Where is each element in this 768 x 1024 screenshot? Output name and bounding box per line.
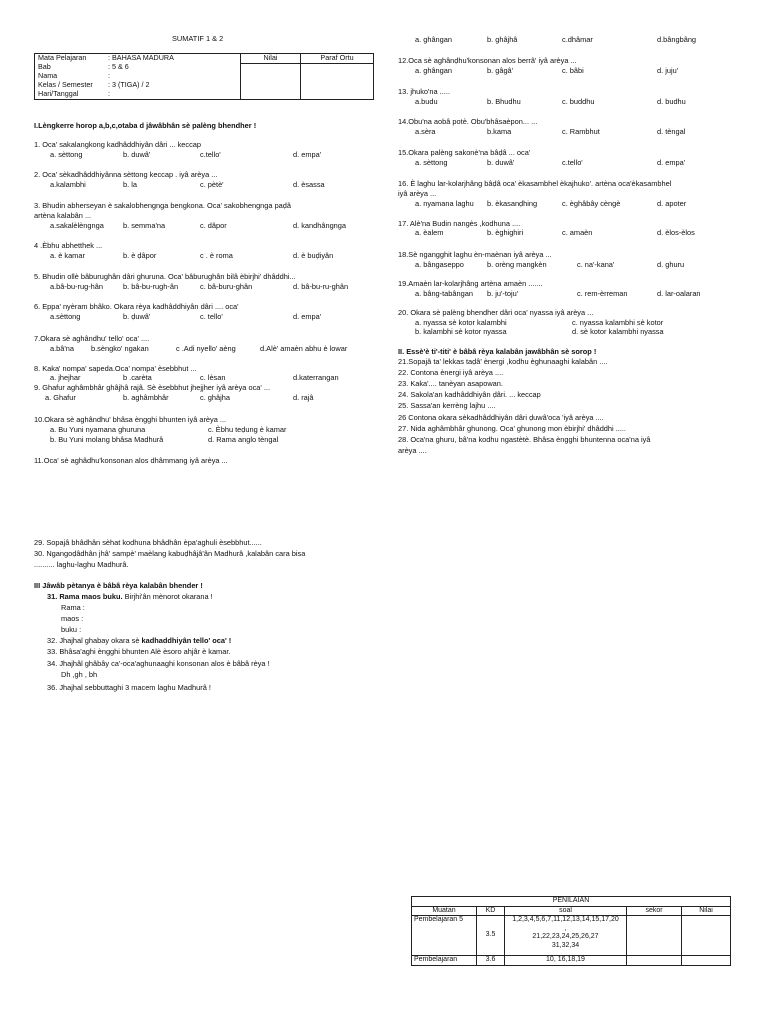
answer-line: 32. Jhajhal ghabay okara sè kadhaddhiyân tello' oca' ! (47, 636, 232, 645)
kd-cell: 3.6 (477, 956, 505, 966)
option-b[interactable]: b. duwâ' (123, 150, 151, 159)
option-c[interactable]: c. Èbhu teḍung è kamar (208, 425, 287, 434)
id-row-subject (35, 54, 241, 64)
id-value: : 5 & 6 (108, 62, 129, 72)
question-6: 6. Eppa' nyèram bhâko. Okara rèya kadhâddhiyân dâri .... oca' (34, 302, 239, 311)
muatan-cell: Pembelajaran (412, 956, 477, 966)
option-d[interactable]: d. è buḍiyân (293, 251, 334, 260)
option-c[interactable]: c. bâbi (562, 66, 584, 75)
option-d[interactable]: d. juju' (657, 66, 679, 75)
essay-line: 28. Oca'na ghuru, bâ'na kodhu ngastètè. Bhâsa èngghi bhuntenna oca'na iyâ (398, 435, 651, 444)
essay-line: 27. Nida aghâmbhâr ghunong. Oca' ghunong mon èbirjhi' dhâddhi ..... (398, 424, 626, 433)
question-16: 16. È laghu lar-kolarjhâng bâḍâ oca' èkasambhel èkajhuko'. artèna oca'èkasambhel (398, 179, 672, 188)
soal-line: , (564, 924, 567, 932)
id-value: : (108, 89, 110, 99)
soal-line: 21,22,23,24,25,26,27 (532, 933, 599, 941)
option-a[interactable]: a. bângaseppo (415, 260, 464, 269)
option-c[interactable]: c.tello' (562, 158, 583, 167)
question-2: 2. Oca' sèkadhâddhiyânna sèttong keccap . iyâ arèya ... (34, 170, 218, 179)
nilai-box[interactable] (241, 63, 301, 99)
section2-heading: II. Essè'è ti'-titi' è bâbâ rèya kalabân jawâbhân sè sorop ! (398, 347, 597, 356)
option-d[interactable]: d. empa' (657, 158, 686, 167)
soal-line: 31,32,34 (551, 941, 580, 949)
question-11: 11.Oca' sè aghâdhu'konsonan alos dhâmmang iyâ arèya ... (34, 456, 228, 465)
col-header: KD (477, 906, 505, 916)
answer-line: 31. Rama maos buku. Birjhi'ân mènorot okarana ! (47, 592, 213, 601)
essay-line: 29. Sopajâ bhâdhân sèhat kodhuna bhâdhân èpa'aghuli èsebbhut...... (34, 538, 262, 547)
id-row-bab (35, 63, 241, 72)
question-19: 19.Amaèn lar-kolarjhâng artèna amaèn ....... (398, 279, 543, 288)
soal-line: 1,2,3,4,5,6,7,11,12,13,14,15,17,20 (512, 916, 619, 924)
option-a[interactable]: a.bâ-bu-rug-hân (50, 282, 104, 291)
soal-cell: 10, 16,18,19 (505, 956, 627, 966)
option-b[interactable]: b. ḍuwâ' (123, 312, 151, 321)
id-value: : 3 (TIGA) / 2 (108, 80, 150, 90)
option-b[interactable]: b.sèngko' ngakan (91, 344, 149, 353)
id-label: Mata Pelajaran (38, 53, 87, 62)
option-c[interactable]: c. bâ-buru-ghân (200, 282, 253, 291)
option-d[interactable]: d. rajâ (293, 393, 314, 402)
soal-cell (505, 916, 627, 956)
id-label: Bab (38, 62, 51, 72)
paraf-box[interactable] (301, 63, 374, 99)
option-b[interactable]: b. bâ-bu-rugh-ân (123, 282, 179, 291)
answer-line: maos : (61, 614, 84, 623)
option-c[interactable]: c. rem-èrreman (577, 289, 628, 298)
option-c[interactable]: c. amaèn (562, 228, 593, 237)
option-a[interactable]: a. Ghafur (45, 393, 76, 402)
answer-line: 34. Jhajhâl ghâbây ca'-oca'aghunaaghi konsonan alos è bâbâ rèya ! (47, 659, 270, 668)
option-b[interactable]: b. èghighiri (487, 228, 524, 237)
question-10: 10.Okara sè aghândhu' bhâsa èngghi bhunten iyâ arèya ... (34, 415, 227, 424)
option-c[interactable]: c. na'-kana' (577, 260, 615, 269)
col-header: Nilai (682, 906, 731, 916)
muatan-cell: Pembelajaran 5 (412, 916, 477, 956)
question-14: 14.Obu'na aobâ potè. Obu'bhâsaèpon... ... (398, 117, 538, 126)
option-b[interactable]: b. ju'-toju' (487, 289, 519, 298)
question-18: 18.Sè ngangghit laghu èn-maènan iyâ arèya ... (398, 250, 552, 259)
answer-line: Dh ,gh , bh (61, 670, 98, 679)
option-b[interactable]: b. duwâ' (487, 158, 515, 167)
question-5: 5. Bhudin ollè bâburughân dâri ghuruna. Oca' bâburughân bilâ èbirjhi' dhâddhi... (34, 272, 296, 281)
option-c[interactable]: c. èghâbây cèngè (562, 199, 621, 208)
question-8: 8. Kaka' nompa' sapeda.Oca' nompa' èsebbhut ... (34, 364, 197, 373)
essay-line: 22. Contona ènergi iyâ arèya .... (398, 368, 504, 377)
section3-heading: III Jâwâb pètanya è bâbâ rèya kalabân bhender ! (34, 581, 203, 590)
option-a[interactable]: a. sèttong (50, 150, 83, 159)
essay-line: 24. Sakola'an kadhâddhiyân ḍâri. ... keccap (398, 390, 541, 399)
option-d[interactable]: d. tèngal (657, 127, 686, 136)
option-b[interactable]: b. è ḍâpor (123, 251, 157, 260)
option-b[interactable]: b .carèta (123, 373, 152, 382)
option-d[interactable]: d. kandhângnga (293, 221, 347, 230)
option-d[interactable]: d. empa' (293, 150, 322, 159)
option-b[interactable]: b. gâgâ' (487, 66, 514, 75)
option-a[interactable]: a. jhejhar (50, 373, 81, 382)
question-20: 20. Okara sè palèng bhendher dâri oca' nyassa iyâ arèya ... (398, 308, 594, 317)
option-c[interactable]: c . è roma (200, 251, 233, 260)
option-d[interactable]: d.katerrangan (293, 373, 339, 382)
option-c[interactable]: c. dâpor (200, 221, 227, 230)
question-4: 4 .Èbhu abhetthek ... (34, 241, 103, 250)
option-d[interactable]: d. Rama anglo tèngal (208, 435, 279, 444)
option-b[interactable]: b. ghâjhâ (487, 35, 518, 44)
id-label: Hari/Tanggal (38, 89, 79, 99)
option-b[interactable]: b. kalambhi sè kotor nyassa (415, 327, 507, 336)
option-a[interactable]: a.bâ'na (50, 344, 75, 353)
id-label: Kelas / Semester (38, 80, 93, 90)
paraf-header: Paraf Ortu (301, 54, 374, 64)
answer-line: 36. Jhajhal sebbuttaghi 3 macem laghu Madhurâ ! (47, 683, 211, 692)
question-3-cont: artèna kalabân ... (34, 211, 92, 220)
sekor-cell[interactable] (627, 956, 682, 966)
option-b[interactable]: b. èkasanḍhing (487, 199, 538, 208)
option-d[interactable]: d. lar-oalaran (657, 289, 701, 298)
score-table (411, 896, 731, 966)
question-3: 3. Bhudin abherseyan è sakalobhengnga bengkona. Oca' sakobhengnga paḍâ (34, 201, 292, 210)
essay-line: 23. Kaka'.... tanèyan asapowan. (398, 379, 503, 388)
option-c[interactable]: c. lèsan (200, 373, 226, 382)
option-d[interactable]: d. budhu (657, 97, 686, 106)
identity-table (34, 53, 374, 100)
option-b[interactable]: b. aghâmbhâr (123, 393, 169, 402)
nilai-cell[interactable] (682, 916, 731, 956)
option-a[interactable]: a.budu (415, 97, 438, 106)
question-15: 15.Okara palèng sakonè'na bâḍâ ... oca' (398, 148, 531, 157)
option-c[interactable]: c.dhâmar (562, 35, 593, 44)
option-d[interactable]: d. empa' (293, 312, 322, 321)
id-value: : (108, 71, 110, 81)
option-a[interactable]: a.kalambhi (50, 180, 86, 189)
question-7: 7.Okara sè aghândhu' tello' oca' .... (34, 334, 150, 343)
answer-line: buku : (61, 625, 82, 634)
col-header: sekor (627, 906, 682, 916)
option-d[interactable]: d.Alè' amaèn abhu è lowar (260, 344, 348, 353)
option-b[interactable]: b. semma'na (123, 221, 166, 230)
option-d[interactable]: d. bâ-bu-ru-ghân (293, 282, 349, 291)
essay-line: 25. Sassa'an kerrèng lajhu .... (398, 401, 496, 410)
option-a[interactable]: a. nyassa sè kotor kalambhi (415, 318, 507, 327)
option-c[interactable]: c. Rambhut (562, 127, 600, 136)
question-1: 1. Oca' sakalangkong kadhâddhiyân dâri ... keccap (34, 140, 201, 149)
sekor-cell[interactable] (627, 916, 682, 956)
option-a[interactable]: a. ghângan (415, 35, 452, 44)
question-16-cont: iyâ arèya ... (398, 189, 437, 198)
option-b[interactable]: b. la (123, 180, 137, 189)
id-value: : BAHASA MADURA (108, 53, 174, 62)
option-d[interactable]: d.bângbâng (657, 35, 697, 44)
option-c[interactable]: c. tello' (200, 312, 223, 321)
essay-line: 26 Contona okara sèkadhâddhiyân dâri ḍuwâ'oca 'iyâ arèya .... (398, 413, 604, 422)
option-c[interactable]: c. nyassa kalambhi sè kotor (572, 318, 664, 327)
option-a[interactable]: a. bâng-tabângan (415, 289, 473, 298)
nilai-cell[interactable] (682, 956, 731, 966)
option-d[interactable]: d. ghuru (657, 260, 685, 269)
option-c[interactable]: c. ghâjha (200, 393, 230, 402)
option-a[interactable]: a. Bu Yuni nyamana ghuruna (50, 425, 146, 434)
page-title: SUMATIF 1 & 2 (172, 34, 224, 43)
question-12: 12.Oca sè aghânḍhu'konsonan alos berrâ' iyâ arèya ... (398, 56, 577, 65)
option-d[interactable]: d. apoter (657, 199, 687, 208)
id-row-tanggal (35, 90, 241, 99)
section1-heading: I.Lèngkerre horop a,b,c,otaba d jâwâbhân sè palèng bhendher ! (34, 121, 257, 130)
option-a[interactable]: a. sèttong (415, 158, 448, 167)
option-a[interactable]: a. ghângan (415, 66, 452, 75)
option-a[interactable]: a. èalem (415, 228, 444, 237)
option-b[interactable]: b. Bhudhu (487, 97, 521, 106)
option-c[interactable]: c.tello' (200, 150, 221, 159)
option-a[interactable]: a. è kamar (50, 251, 85, 260)
option-a[interactable]: a.sakalèlèngnga (50, 221, 104, 230)
option-b[interactable]: b. orèng mangkèn (487, 260, 547, 269)
id-label: Nama (38, 71, 58, 81)
option-d[interactable]: d. èlos-èlos (657, 228, 695, 237)
option-b[interactable]: b.kama (487, 127, 512, 136)
option-d[interactable]: d. èsassa (293, 180, 325, 189)
essay-line: 21.Sopajâ ta' lekkas taḍâ' ènergi ,kodhu èghunaaghi kalabân .... (398, 357, 608, 366)
option-a[interactable]: a.sèttong (50, 312, 81, 321)
option-c[interactable]: c. buddhu (562, 97, 595, 106)
answer-line: 33. Bhâsa'aghi èngghi bhunten Alè èsoro ahjâr è kamar. (47, 647, 231, 656)
option-d[interactable]: d. sè kotor kalambhi nyassa (572, 327, 664, 336)
nilai-header: Nilai (241, 54, 301, 64)
option-c[interactable]: c .Adi nyello' aèng (176, 344, 236, 353)
essay-line: 30. Ngangoḍâdhân jhâ' sampè' maèlang kabuḍhâjâ'ân Madhurâ ,kalabân cara bisa (34, 549, 306, 558)
option-b[interactable]: b. Bu Yuni molang bhâsa Madhurâ (50, 435, 164, 444)
option-a[interactable]: a.sèra (415, 127, 436, 136)
question-13: 13. jhuko'na ..... (398, 87, 450, 96)
essay-line: .......... laghu-laghu Madhurâ. (34, 560, 129, 569)
col-header: Muatan (412, 906, 477, 916)
essay-line: arèya .... (398, 446, 427, 455)
option-c[interactable]: c. pètè' (200, 180, 224, 189)
answer-line: Rama : (61, 603, 85, 612)
question-17: 17. Alè'na Budin nangès ,kodhuna .... (398, 219, 521, 228)
question-9: 9. Ghafur aghâmbhâr ghâjhâ rajâ. Sè èsebbhut jhejjher iyâ arèya oca' ... (34, 383, 271, 392)
kd-cell: 3.5 (477, 916, 505, 956)
option-a[interactable]: a. nyamana laghu (415, 199, 474, 208)
col-header: soal (505, 906, 627, 916)
score-title: PENILAIAN (412, 897, 731, 907)
